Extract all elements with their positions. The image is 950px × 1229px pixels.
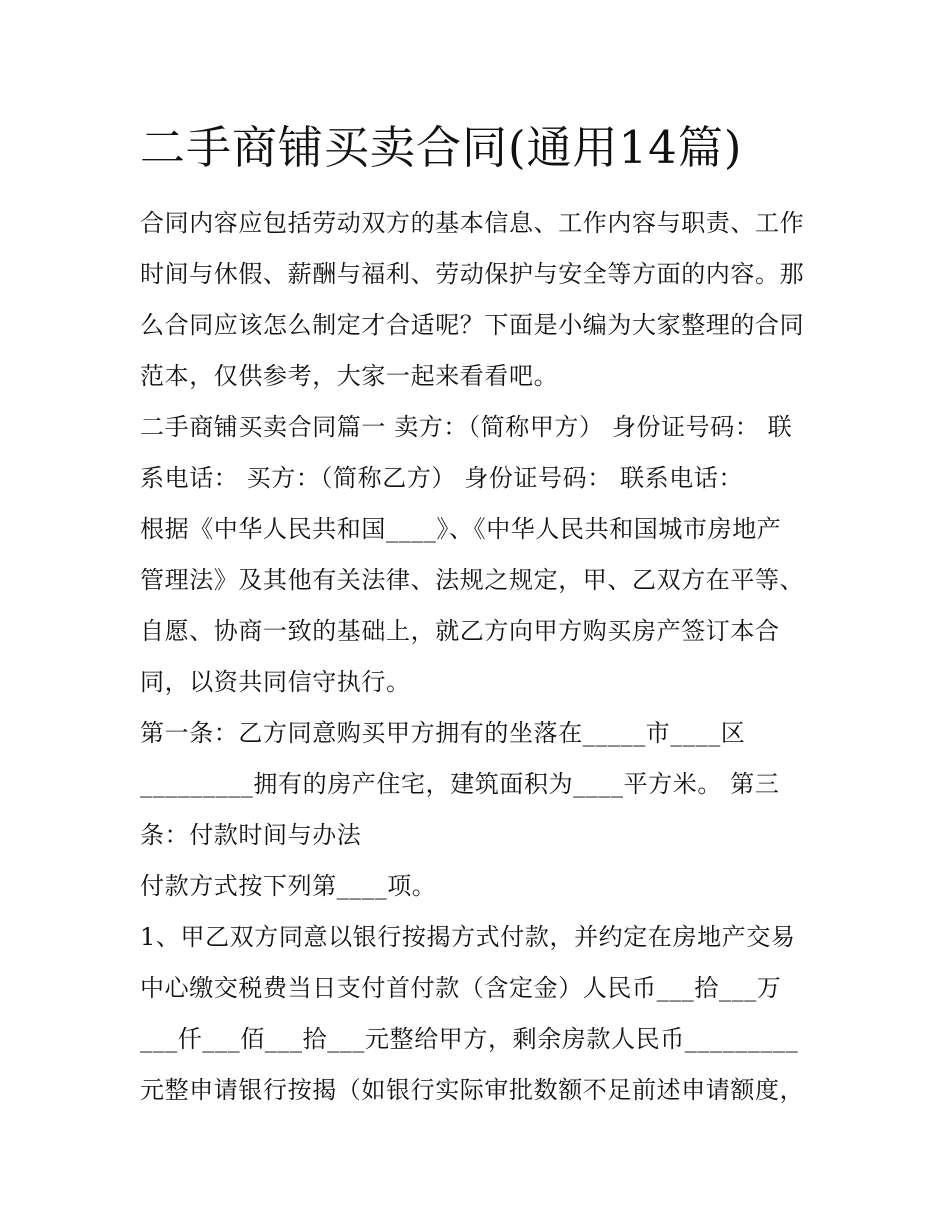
body-line: 么合同应该怎么制定才合适呢？下面是小编为大家整理的合同: [140, 311, 805, 339]
body-line: _________拥有的房产住宅，建筑面积为____平方米。 第三: [140, 770, 780, 798]
body-line: 根据《中华人民共和国____》、《中华人民共和国城市房地产: [140, 515, 782, 543]
body-line: 时间与休假、薪酬与福利、劳动保护与安全等方面的内容。那: [140, 260, 805, 288]
body-line: 条：付款时间与办法: [140, 821, 362, 849]
body-line: 元整申请银行按揭（如银行实际审批数额不足前述申请额度，: [140, 1076, 805, 1104]
body-line: 1、甲乙双方同意以银行按揭方式付款，并约定在房地产交易: [140, 923, 796, 951]
body-line: 范本，仅供参考，大家一起来看看吧。: [140, 362, 559, 390]
body-line: ___仟___佰___拾___元整给甲方，剩余房款人民币_________: [140, 1025, 799, 1053]
body-line: 管理法》及其他有关法律、法规之规定，甲、乙双方在平等、: [140, 566, 805, 594]
body-line: 系电话： 买方：（简称乙方） 身份证号码： 联系电话：: [140, 464, 744, 492]
body-line: 同，以资共同信守执行。: [140, 668, 411, 696]
body-line: 付款方式按下列第____项。: [140, 872, 437, 900]
body-line: 第一条：乙方同意购买甲方拥有的坐落在_____市____区: [140, 719, 746, 747]
body-line: 自愿、协商一致的基础上，就乙方向甲方购买房产签订本合: [140, 617, 780, 645]
body-line: 二手商铺买卖合同篇一 卖方：（简称甲方） 身份证号码： 联: [140, 413, 793, 441]
document-body: [140, 198, 820, 1116]
body-line: 中心缴交税费当日支付首付款（含定金）人民币___拾___万: [140, 974, 782, 1002]
body-line: 合同内容应包括劳动双方的基本信息、工作内容与职责、工作: [140, 209, 805, 237]
document-title: 二手商铺买卖合同(通用14篇): [140, 121, 743, 174]
